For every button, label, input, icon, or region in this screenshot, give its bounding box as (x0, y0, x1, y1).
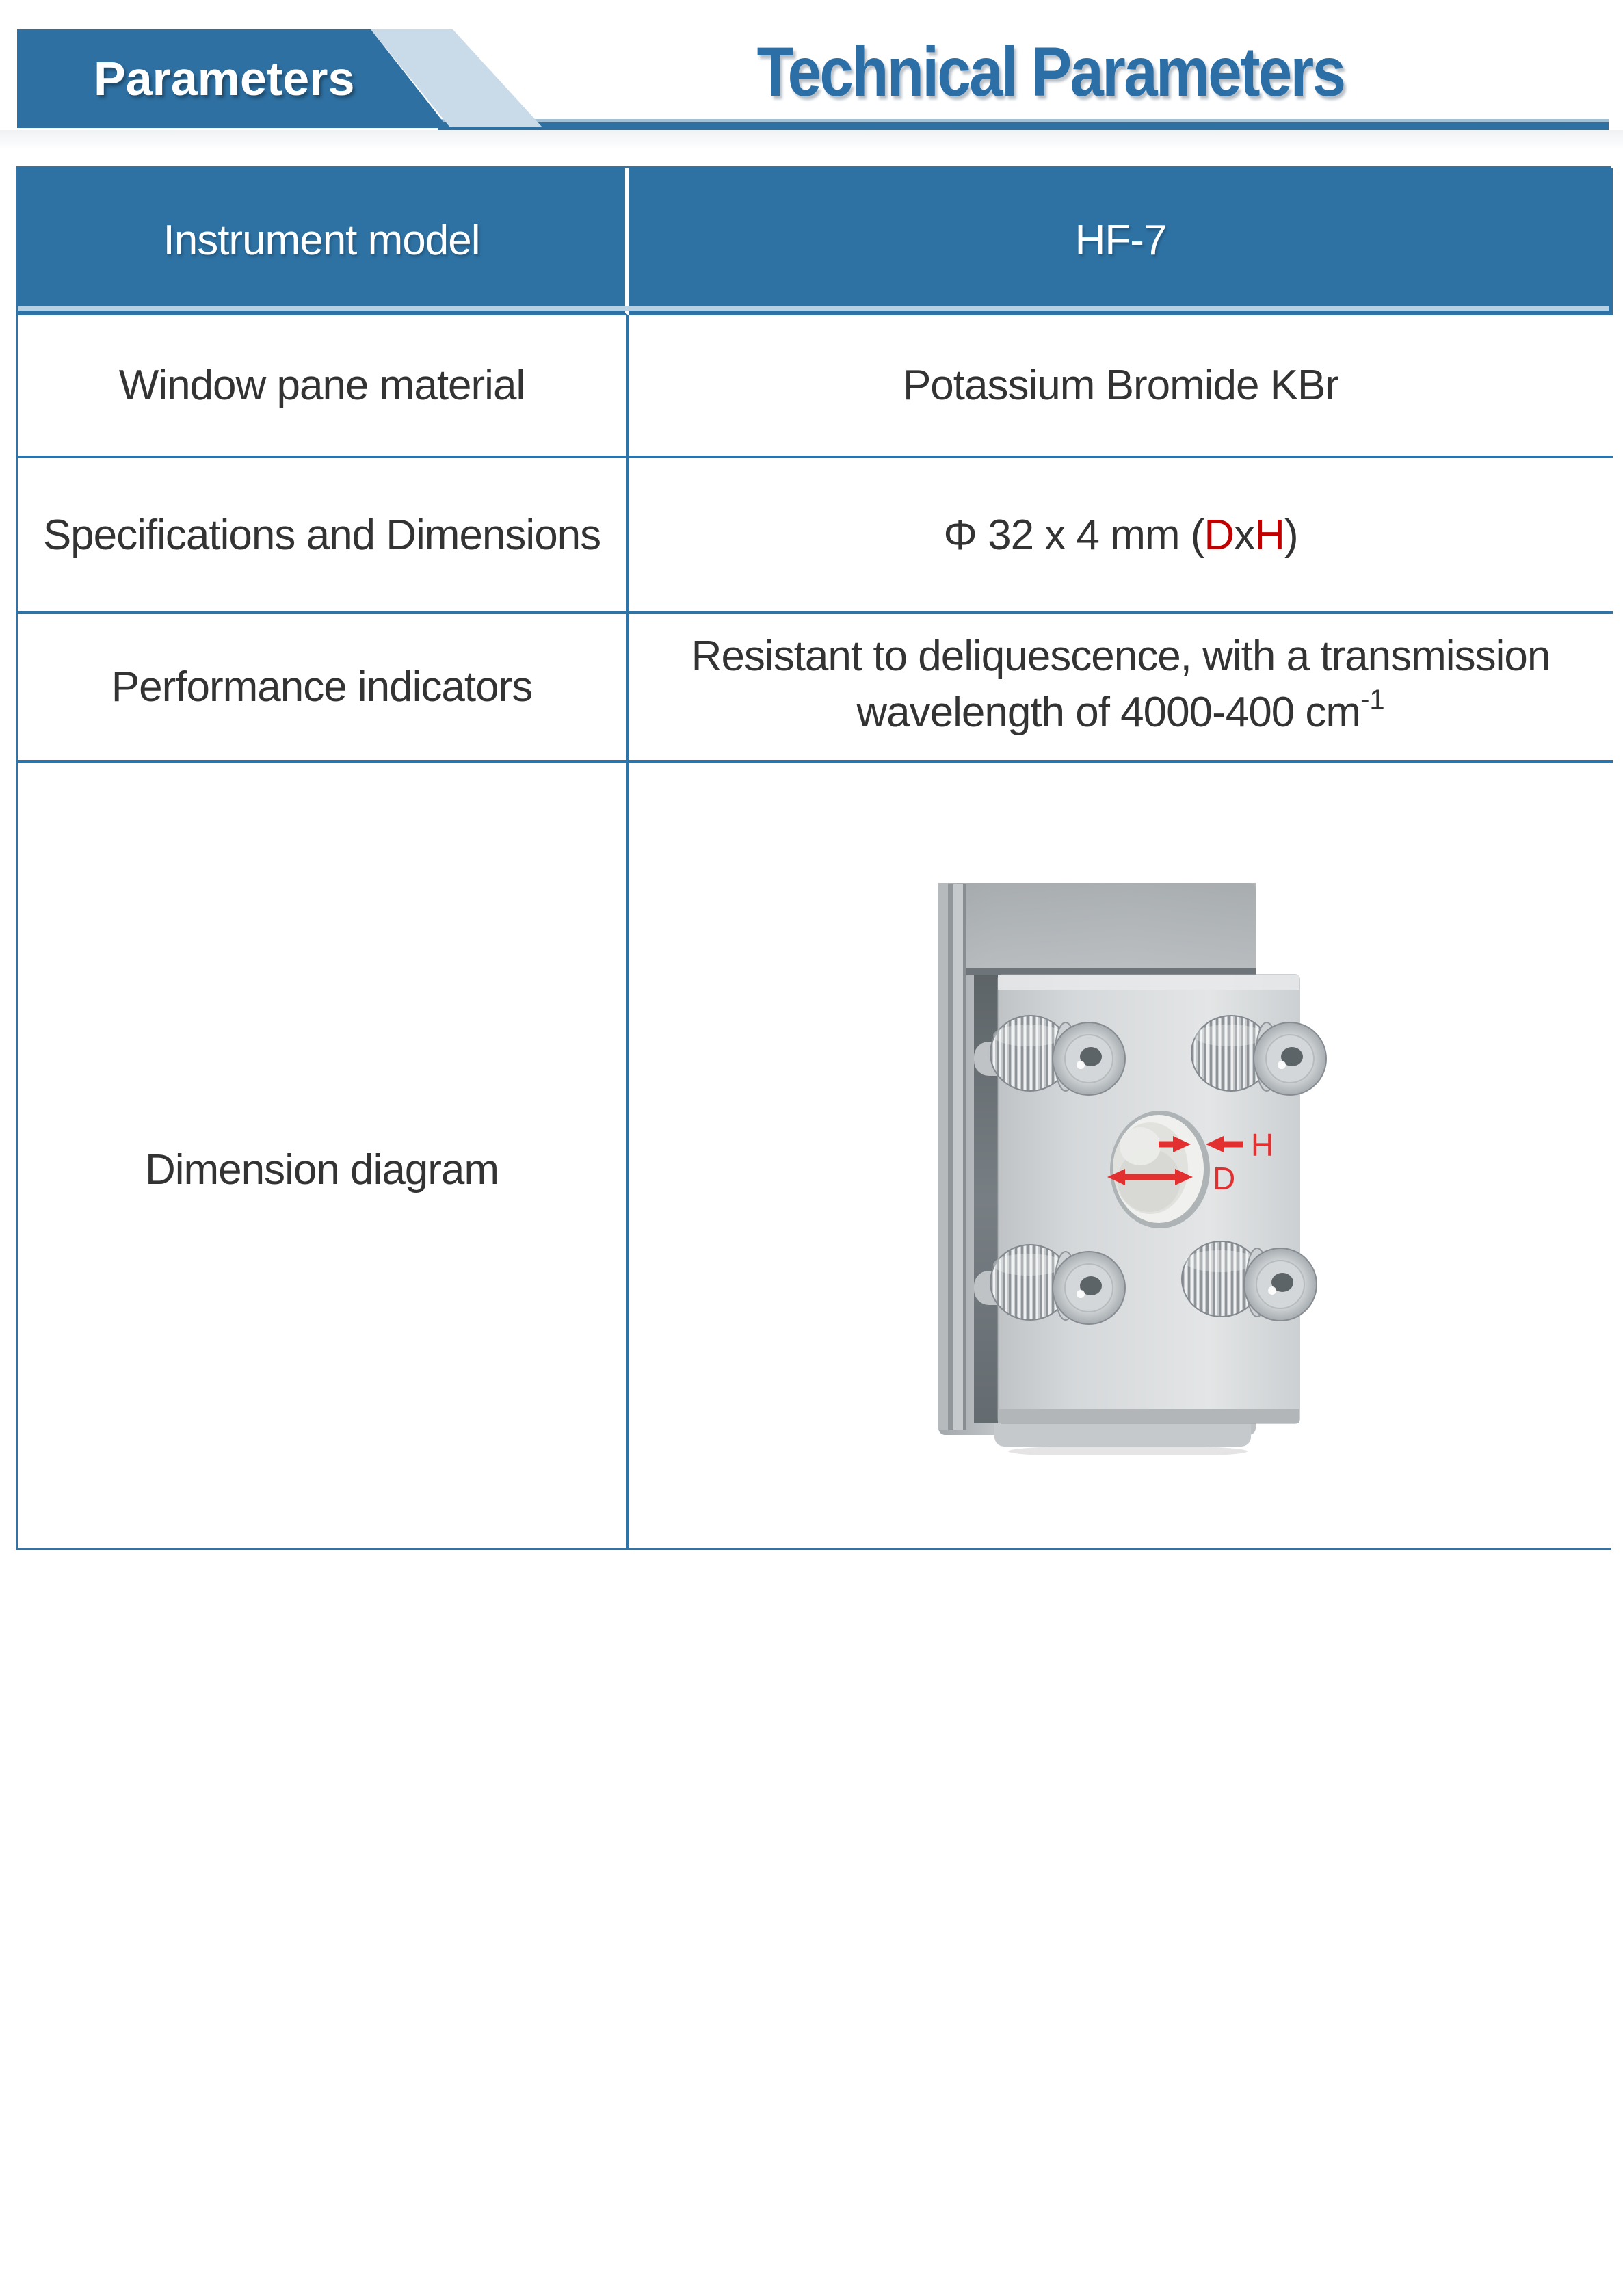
row-label-specifications: Specifications and Dimensions (18, 458, 629, 614)
spec-value-d: D (1204, 511, 1235, 559)
banner-tab-label: Parameters (94, 52, 355, 105)
table-header-label: Instrument model (18, 168, 629, 315)
d-dimension-label: D (1213, 1161, 1235, 1196)
performance-text (691, 629, 1551, 745)
performance-line1: Resistant to deliquescence, with a transmission (691, 633, 1551, 680)
banner-shadow-strip (0, 130, 1623, 148)
performance-superscript: -1 (1360, 685, 1385, 715)
row-label-performance: Performance indicators (18, 614, 629, 763)
table-header-value: HF-7 (629, 168, 1613, 315)
device-shadow (1008, 1445, 1248, 1455)
row-label-diagram: Dimension diagram (18, 763, 629, 1548)
spec-value-h: H (1254, 511, 1284, 559)
row-value-specifications (629, 458, 1613, 614)
page-title: Technical Parameters (756, 33, 1345, 111)
row-value-window-material: Potassium Bromide KBr (629, 315, 1613, 458)
row-value-diagram (629, 763, 1613, 1548)
spec-value-prefix: Φ 32 x 4 mm ( (943, 511, 1204, 559)
banner-underline-bar (438, 119, 1609, 130)
row-label-window-material: Window pane material (18, 315, 629, 458)
row-value-performance (629, 614, 1613, 763)
spec-value-suffix: ) (1284, 511, 1298, 559)
parameters-table (16, 166, 1611, 1550)
performance-line2: wavelength of 4000-400 cm (856, 689, 1361, 736)
dimension-diagram-image (923, 874, 1333, 1455)
header-underline (18, 306, 1609, 311)
spec-value-separator: x (1234, 511, 1255, 559)
h-dimension-label: H (1251, 1127, 1274, 1163)
